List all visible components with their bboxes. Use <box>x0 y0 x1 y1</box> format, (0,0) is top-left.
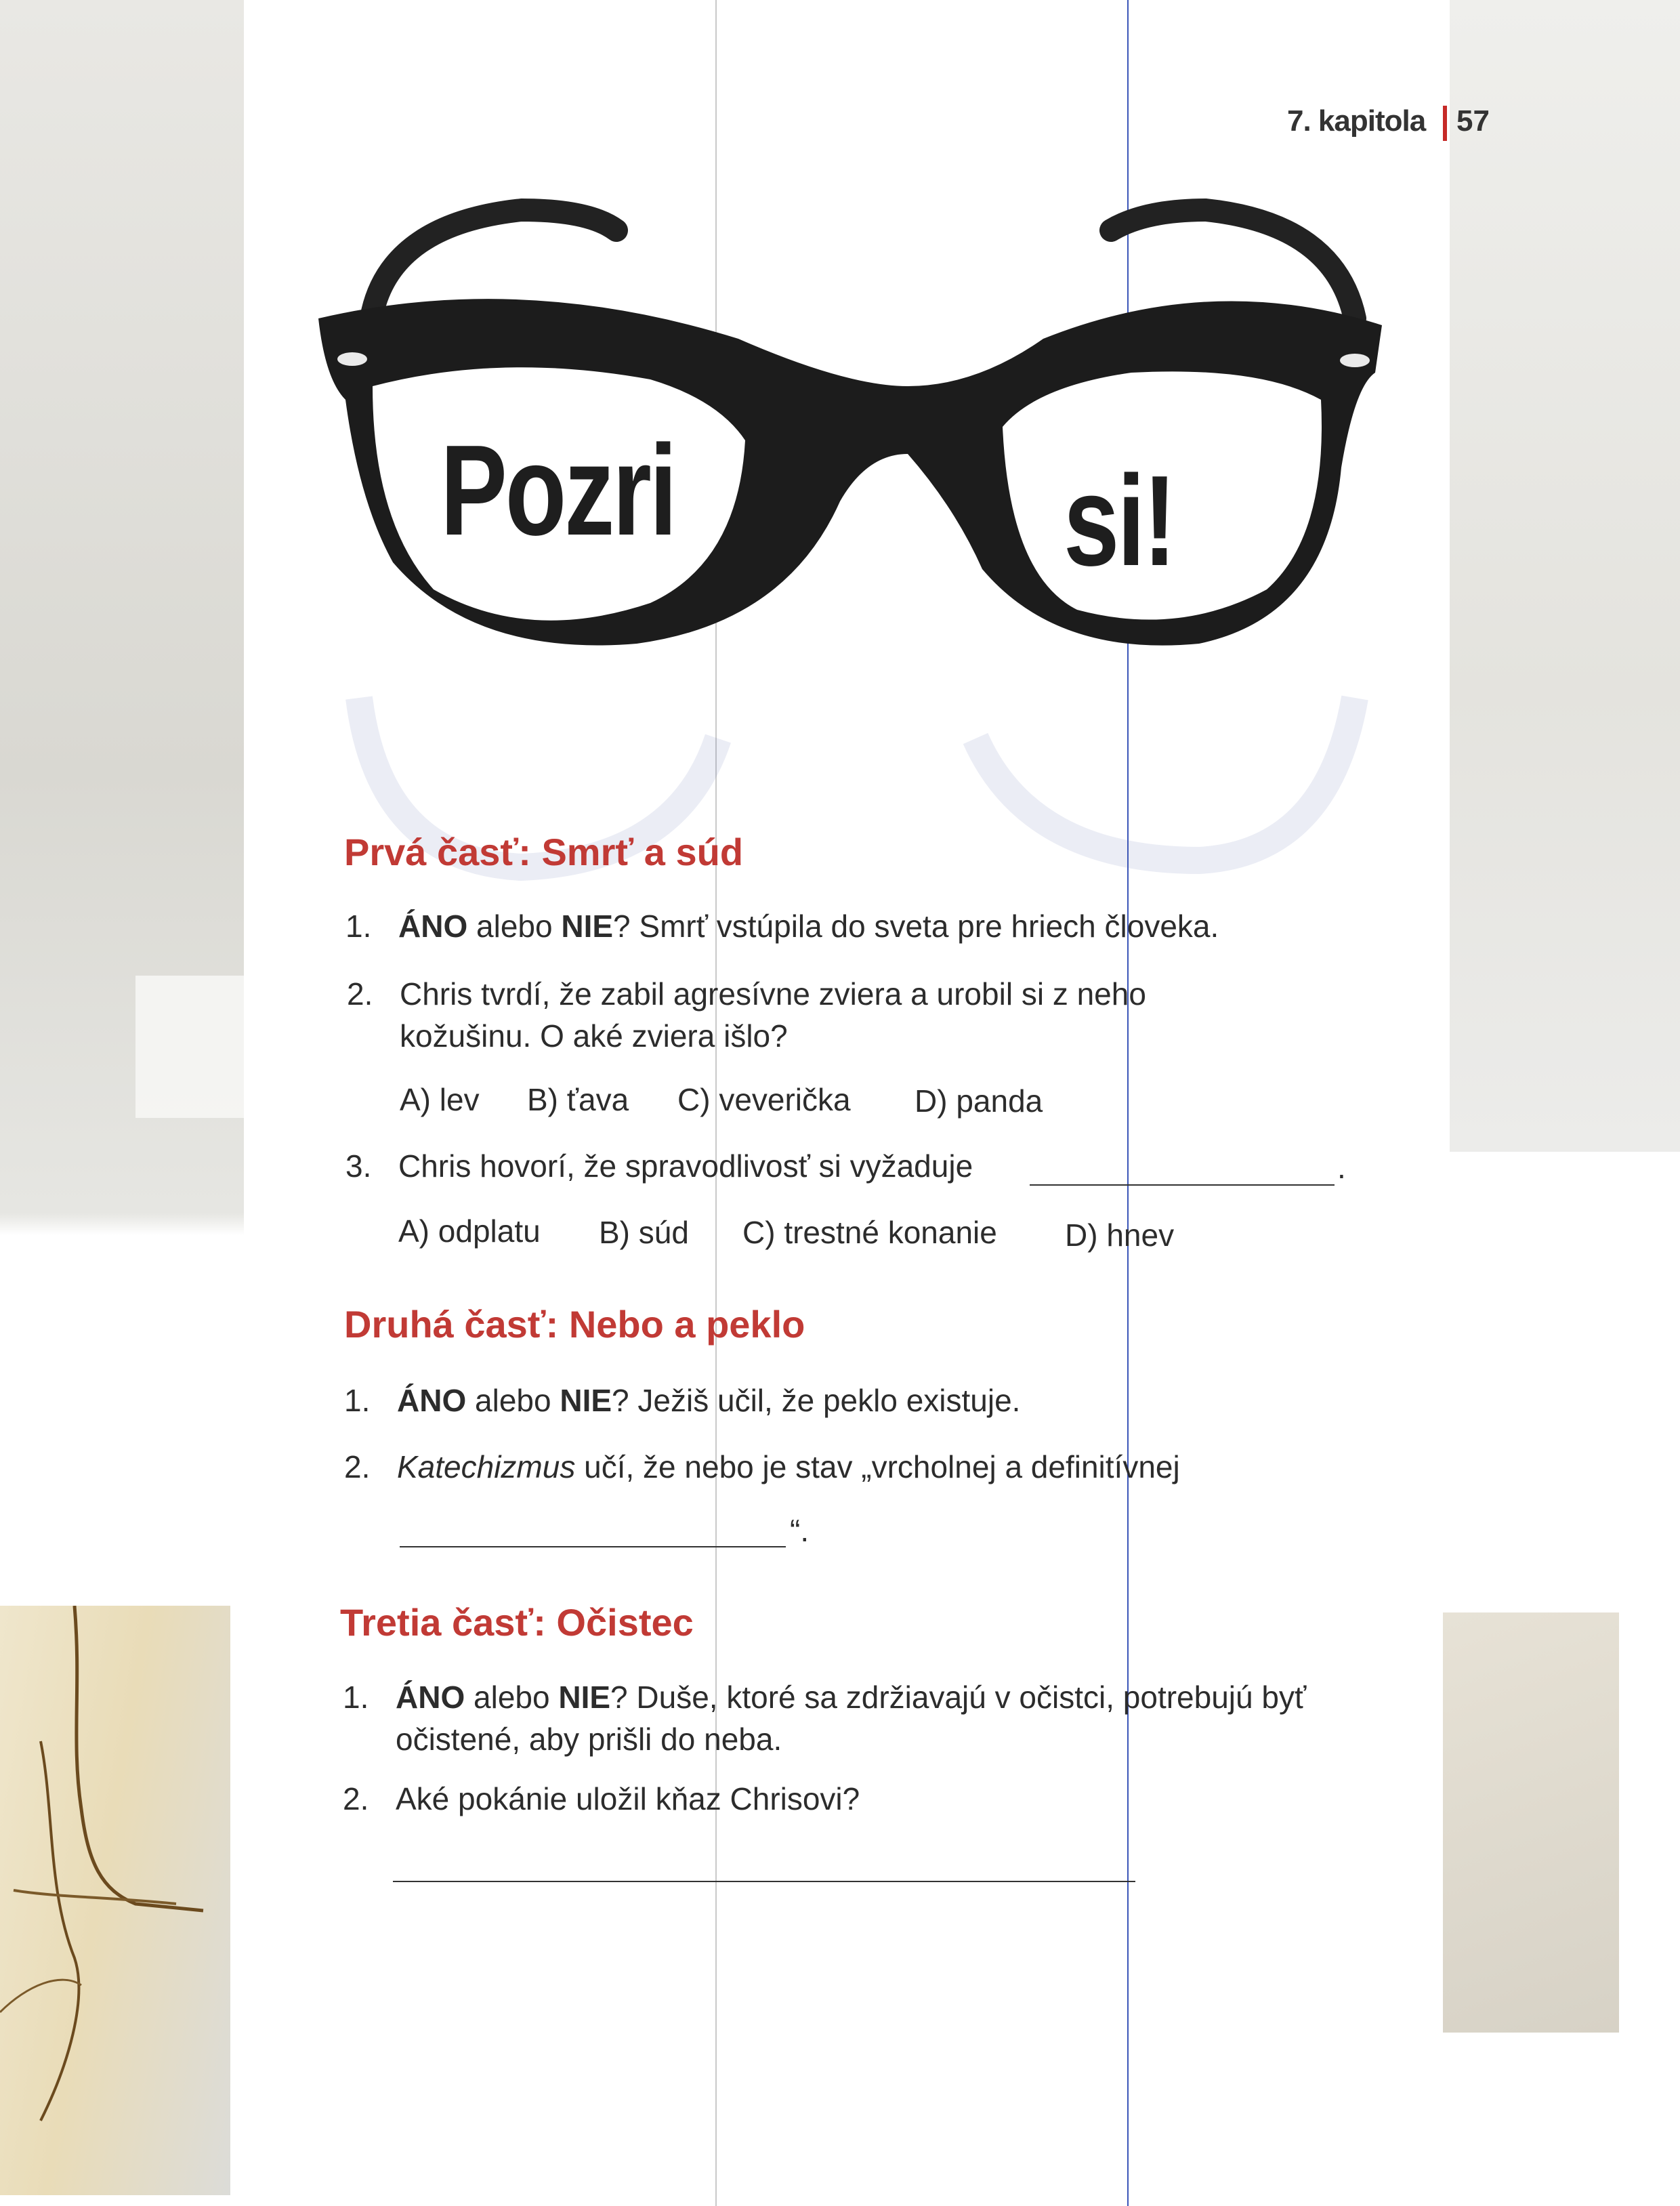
right-margin-background <box>1450 0 1680 1152</box>
section-title: Prvá časť: Smrť a súd <box>344 831 744 873</box>
yes-word: ÁNO <box>398 909 468 944</box>
answer-blank[interactable] <box>400 1546 786 1547</box>
hand-sketch-illustration <box>0 1606 230 2195</box>
title-word-left: Pozri <box>440 419 675 562</box>
question-text: ? Ježiš učil, že peklo existuje. <box>612 1383 1021 1418</box>
section-title: Tretia časť: Očistec <box>340 1601 694 1644</box>
question <box>347 973 1246 1057</box>
connector-text: alebo <box>466 1383 560 1418</box>
no-word: NIE <box>558 1680 611 1715</box>
page-number: 57 <box>1456 104 1490 138</box>
question-text: učí, že nebo je stav „vrcholnej a definitívnej <box>575 1449 1180 1484</box>
answer-option: C) trestné konanie <box>742 1215 997 1250</box>
sentence-end: “. <box>790 1513 810 1548</box>
answer-option: A) odplatu <box>398 1213 541 1249</box>
question-text: ? Smrť vstúpila do sveta pre hriech človeka. <box>613 909 1219 944</box>
question <box>345 1145 973 1187</box>
answer-option: A) lev <box>400 1082 480 1117</box>
no-word: NIE <box>561 909 614 944</box>
question-number: 2. <box>347 976 373 1012</box>
question <box>343 1676 1358 1760</box>
question-number: 2. <box>343 1781 369 1816</box>
answer-option: D) hnev <box>1065 1218 1175 1253</box>
answer-option: D) panda <box>915 1083 1043 1119</box>
title-word-right: si! <box>1064 449 1175 593</box>
question-text: Chris tvrdí, že zabil agresívne zviera a urobil si z neho kožušinu. O aké zviera išlo? <box>400 976 1146 1054</box>
yes-word: ÁNO <box>397 1383 467 1418</box>
question <box>344 1446 1180 1488</box>
connector-text: alebo <box>467 909 562 944</box>
question-number: 1. <box>345 909 372 944</box>
question-text: Aké pokánie uložil kňaz Chrisovi? <box>396 1781 860 1816</box>
right-margin-photo <box>1443 1612 1619 2033</box>
answer-option: B) ťava <box>527 1082 629 1117</box>
yes-word: ÁNO <box>396 1680 465 1715</box>
connector-text: alebo <box>465 1680 559 1715</box>
question <box>343 1778 860 1820</box>
left-margin-artwork <box>0 1606 230 2195</box>
question-text: Chris hovorí, že spravodlivosť si vyžaduje <box>398 1148 973 1184</box>
answer-blank[interactable] <box>393 1881 1135 1882</box>
answer-blank[interactable] <box>1030 1184 1335 1186</box>
chapter-label: 7. kapitola <box>1287 104 1426 138</box>
question <box>345 905 1219 947</box>
answer-option: C) veverička <box>677 1082 851 1117</box>
question-number: 1. <box>344 1383 371 1418</box>
question <box>344 1379 1021 1421</box>
sentence-end: . <box>1337 1150 1346 1185</box>
question-number: 3. <box>345 1148 372 1184</box>
question-number: 2. <box>344 1449 371 1484</box>
question-text: ? Duše, ktoré sa zdržiavajú v očistci, potrebujú byť očistené, aby prišli do neba. <box>396 1680 1307 1757</box>
question-number: 1. <box>343 1680 369 1715</box>
left-margin-faded-letter <box>135 976 244 1118</box>
answer-option: B) súd <box>599 1215 689 1250</box>
italic-term: Katechizmus <box>397 1449 576 1484</box>
section-title: Druhá časť: Nebo a peklo <box>344 1303 805 1346</box>
header-divider <box>1443 106 1447 141</box>
no-word: NIE <box>560 1383 612 1418</box>
